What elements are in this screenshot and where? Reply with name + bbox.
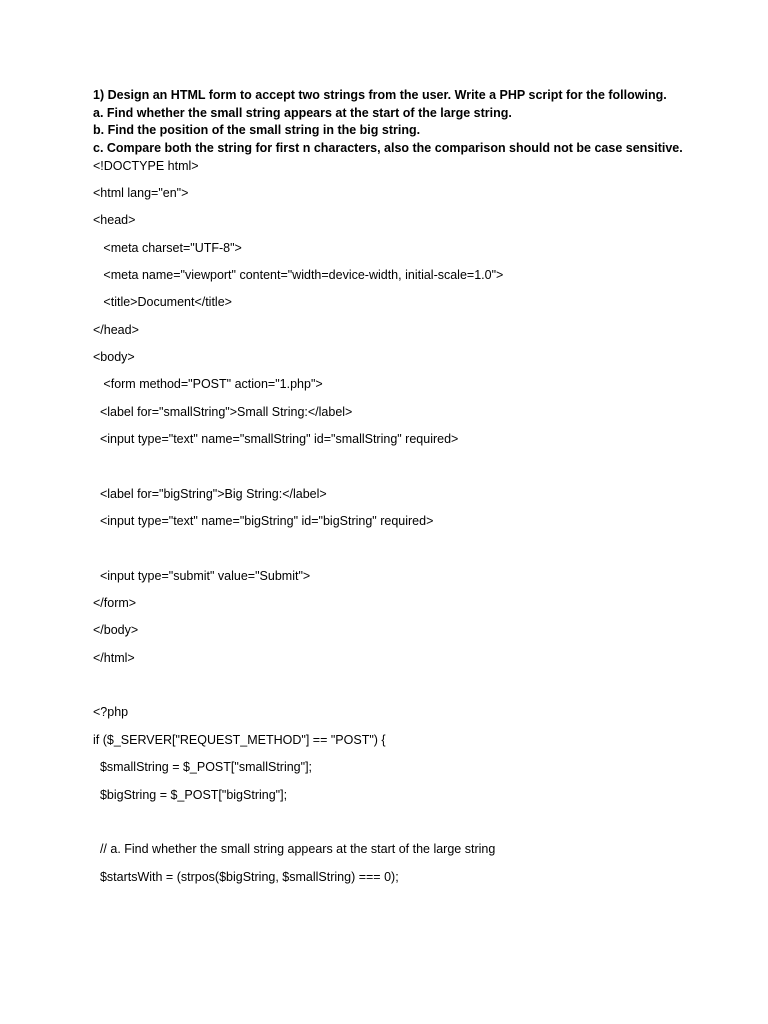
code-line: <label for="bigString">Big String:</label> [93,487,327,501]
code-line: <label for="smallString">Small String:</label> [93,405,353,419]
code-line: <body> [93,350,135,364]
code-line: $bigString = $_POST["bigString"]; [93,788,288,802]
code-line: <title>Document</title> [93,295,232,309]
code-line: </head> [93,323,139,337]
code-line: <meta name="viewport" content="width=device-width, initial-scale=1.0"> [93,268,504,282]
code-line: $startsWith = (strpos($bigString, $smallString) === 0); [93,870,399,884]
question-title: 1) Design an HTML form to accept two strings from the user. Write a PHP script for the following. [93,88,667,102]
question-part-b: b. Find the position of the small string in the big string. [93,123,421,137]
code-line: $smallString = $_POST["smallString"]; [93,760,313,774]
code-line: <meta charset="UTF-8"> [93,241,242,255]
code-line: </form> [93,596,137,610]
code-line: if ($_SERVER["REQUEST_METHOD"] == "POST") { [93,733,386,747]
question-part-c: c. Compare both the string for first n characters, also the comparison should not be case sensitive. [93,140,683,155]
code-line: <input type="text" name="smallString" id="smallString" required> [93,432,459,446]
code-line: </html> [93,651,135,665]
code-line: </body> [93,623,139,637]
code-line: <!DOCTYPE html> [93,159,199,173]
question-part-a: a. Find whether the small string appears at the start of the large string. [93,105,512,120]
code-line: <input type="text" name="bigString" id="bigString" required> [93,514,434,528]
code-line: <?php [93,705,129,719]
code-line: <html lang="en"> [93,186,189,200]
question-heading [93,87,733,157]
code-line: <head> [93,213,136,227]
code-line: <input type="submit" value="Submit"> [93,569,311,583]
code-line: // a. Find whether the small string appears at the start of the large string [93,842,496,856]
code-line: <form method="POST" action="1.php"> [93,377,323,391]
